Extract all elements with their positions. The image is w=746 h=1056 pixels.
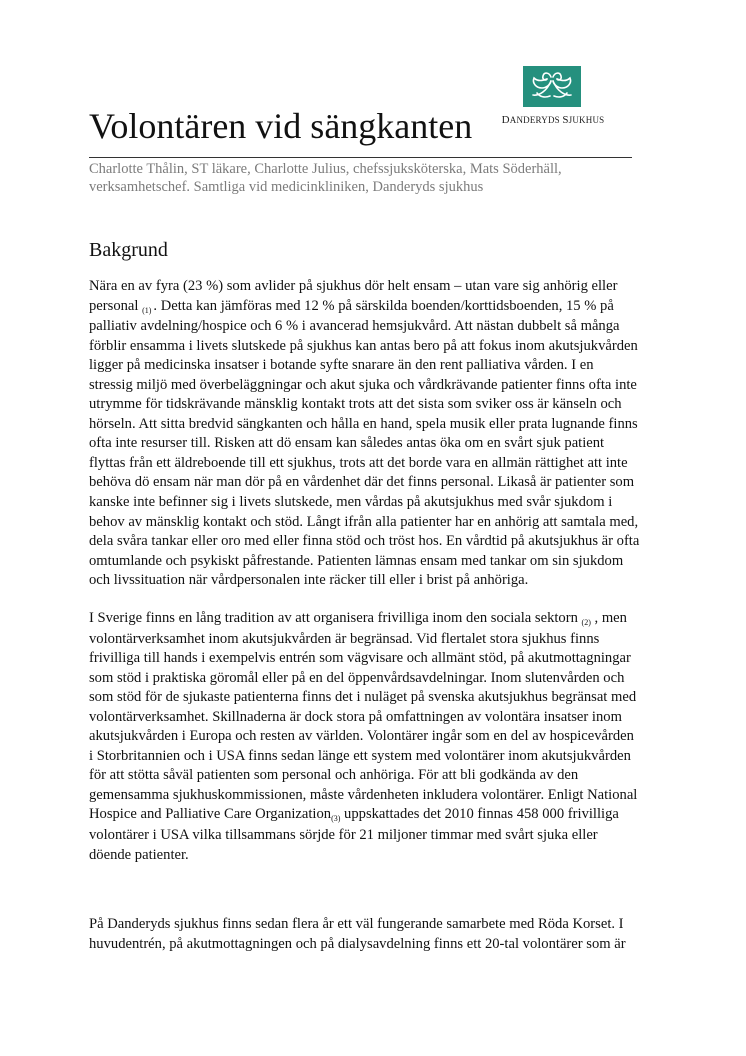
reference-marker: (1) <box>142 305 154 315</box>
document-title: Volontären vid sängkanten <box>89 106 473 146</box>
title-divider <box>89 157 632 158</box>
section-heading: Bakgrund <box>89 239 168 261</box>
text-line: volontärverksamhet inom akutsjukvården är begränsad. Vid flertalet stora sjukhus finns <box>89 630 600 647</box>
paragraph-background-1 <box>89 277 649 591</box>
text-line: ligger på medicinska insatser i botande syfte snarare än den rent palliativa vården. I en <box>89 357 594 374</box>
text-line: för att stötta såväl patienten som personal och anhöriga. För att bli godkända av den <box>89 767 579 784</box>
author-line: verksamhetschef. Samtliga vid medicinkliniken, Danderyds sjukhus <box>89 179 484 195</box>
text-line: förblir ensamma i livets slutskede på sjukhus kan antas bero på att fokus inom akutsjukvården <box>89 337 638 354</box>
hospital-logo <box>497 66 609 128</box>
text-line: som stöd i praktiska göromål eller på en del öppenvårdsavdelningar. Inom slutenvården och <box>89 669 625 686</box>
text-line: frivilliga till hands i exempelvis entrén som vägvisare och allmänt stöd, på akutmottagningar <box>89 650 631 667</box>
text-line: gemensamma sjukhuskommissionen, måste vårdenheten inkludera volontärer. Enligt National <box>89 786 638 803</box>
text-line: behov av mänsklig kontakt och stöd. Långt ifrån alla patienter har en anhörig att samtala med, <box>89 513 639 530</box>
text-fragment: personal <box>89 297 143 314</box>
text-line: akutsjukvården i Europa och resten av världen. Volontärer ingår som en del av hospicevården <box>89 728 634 745</box>
text-line <box>89 609 649 630</box>
text-line: som stöd för de sjukaste patienterna finns det i nuläget på svenska akutsjukhus begränsat med <box>89 689 637 706</box>
author-line: Charlotte Thålin, ST läkare, Charlotte Julius, chefssjuksköterska, Mats Söderhäll, <box>89 161 562 177</box>
text-fragment: I Sverige finns en lång tradition av att organisera frivilliga inom den sociala sektorn <box>89 610 582 626</box>
logo-wordmark: DANDERYDS SJUKHUS <box>501 114 605 126</box>
reference-marker: (3) <box>331 814 341 824</box>
text-line: och livssituation när vårdpersonalen inte räcker till eller i brist på anhöriga. <box>89 572 529 589</box>
text-line: huvudentrén, på akutmottagningen och på dialysavdelning finns ett 20-tal volontärer som är <box>89 935 626 952</box>
text-line: ofta inte resurser till. Risken att dö ensam kan således antas öka om en svårt sjuk patient <box>89 435 605 452</box>
text-line: På Danderyds sjukhus finns sedan flera år ett väl fungerande samarbete med Röda Korset. I <box>89 916 624 932</box>
paragraph-danderyd <box>89 915 649 954</box>
text-line: kanske inte befinner sig i livets slutskede, men vårdas på akutsjukhus med svår sjukdom i <box>89 494 613 511</box>
text-fragment: uppskattades det 2010 finnas 458 000 frivilliga <box>340 806 619 823</box>
text-line: flyttas från ett äldreboende till ett sjukhus, trots att det borde vara en allmän rättighet att inte <box>89 454 628 471</box>
paragraph-background-2 <box>89 609 649 865</box>
text-fragment: . Detta kan jämföras med 12 % på särskilda boenden/korttidsboenden, 15 % på <box>153 297 614 314</box>
text-fragment: , men <box>590 610 627 626</box>
author-byline <box>89 160 629 196</box>
text-line <box>89 297 649 318</box>
text-line: volontärer i USA vilka tillsammans sörjde för 21 miljoner timmar med svårt sjuka eller <box>89 827 598 844</box>
text-line: dela svåra tankar eller oro med eller finna stöd och tröst hos. En vårdtid på akutsjukhus är ofta <box>89 533 640 550</box>
text-line: döende patienter. <box>89 846 189 863</box>
text-line: omtumlande och psykiskt påfrestande. Patienten lämnas ensam med tankar om sin sjukdom <box>89 552 624 569</box>
text-line: i Storbritannien och i USA finns sedan länge ett system med volontärer inom akutsjukvården <box>89 747 631 764</box>
reference-marker: (2) <box>581 618 591 627</box>
text-line: volontärverksamhet. Skillnaderna är dock stora på omfattningen av volontära insatser inom <box>89 708 622 725</box>
text-line: utrymme för tidskrävande mänsklig kontakt trots att det sista som sviker oss är känseln och <box>89 396 622 413</box>
text-line: behöva dö ensam när man dör på en vårdenhet där det finns personal. Likaså är patienter som <box>89 474 635 491</box>
text-line: palliativ avdelning/hospice och 6 % i avancerad hemsjukvård. Att nästan dubbelt så många <box>89 318 620 335</box>
text-line: hörseln. Att sitta bredvid sängkanten och hålla en hand, spela musik eller prata lugnande finns <box>89 415 638 432</box>
text-fragment: Hospice and Palliative Care Organization <box>89 806 332 823</box>
swan-logo-icon <box>523 66 581 107</box>
text-line: stressig miljö med överbeläggningar och akut sjuka och vårdkrävande patienter finns ofta inte <box>89 376 637 393</box>
text-line <box>89 805 649 826</box>
text-line: Nära en av fyra (23 %) som avlider på sjukhus dör helt ensam – utan vare sig anhörig eller <box>89 278 618 294</box>
